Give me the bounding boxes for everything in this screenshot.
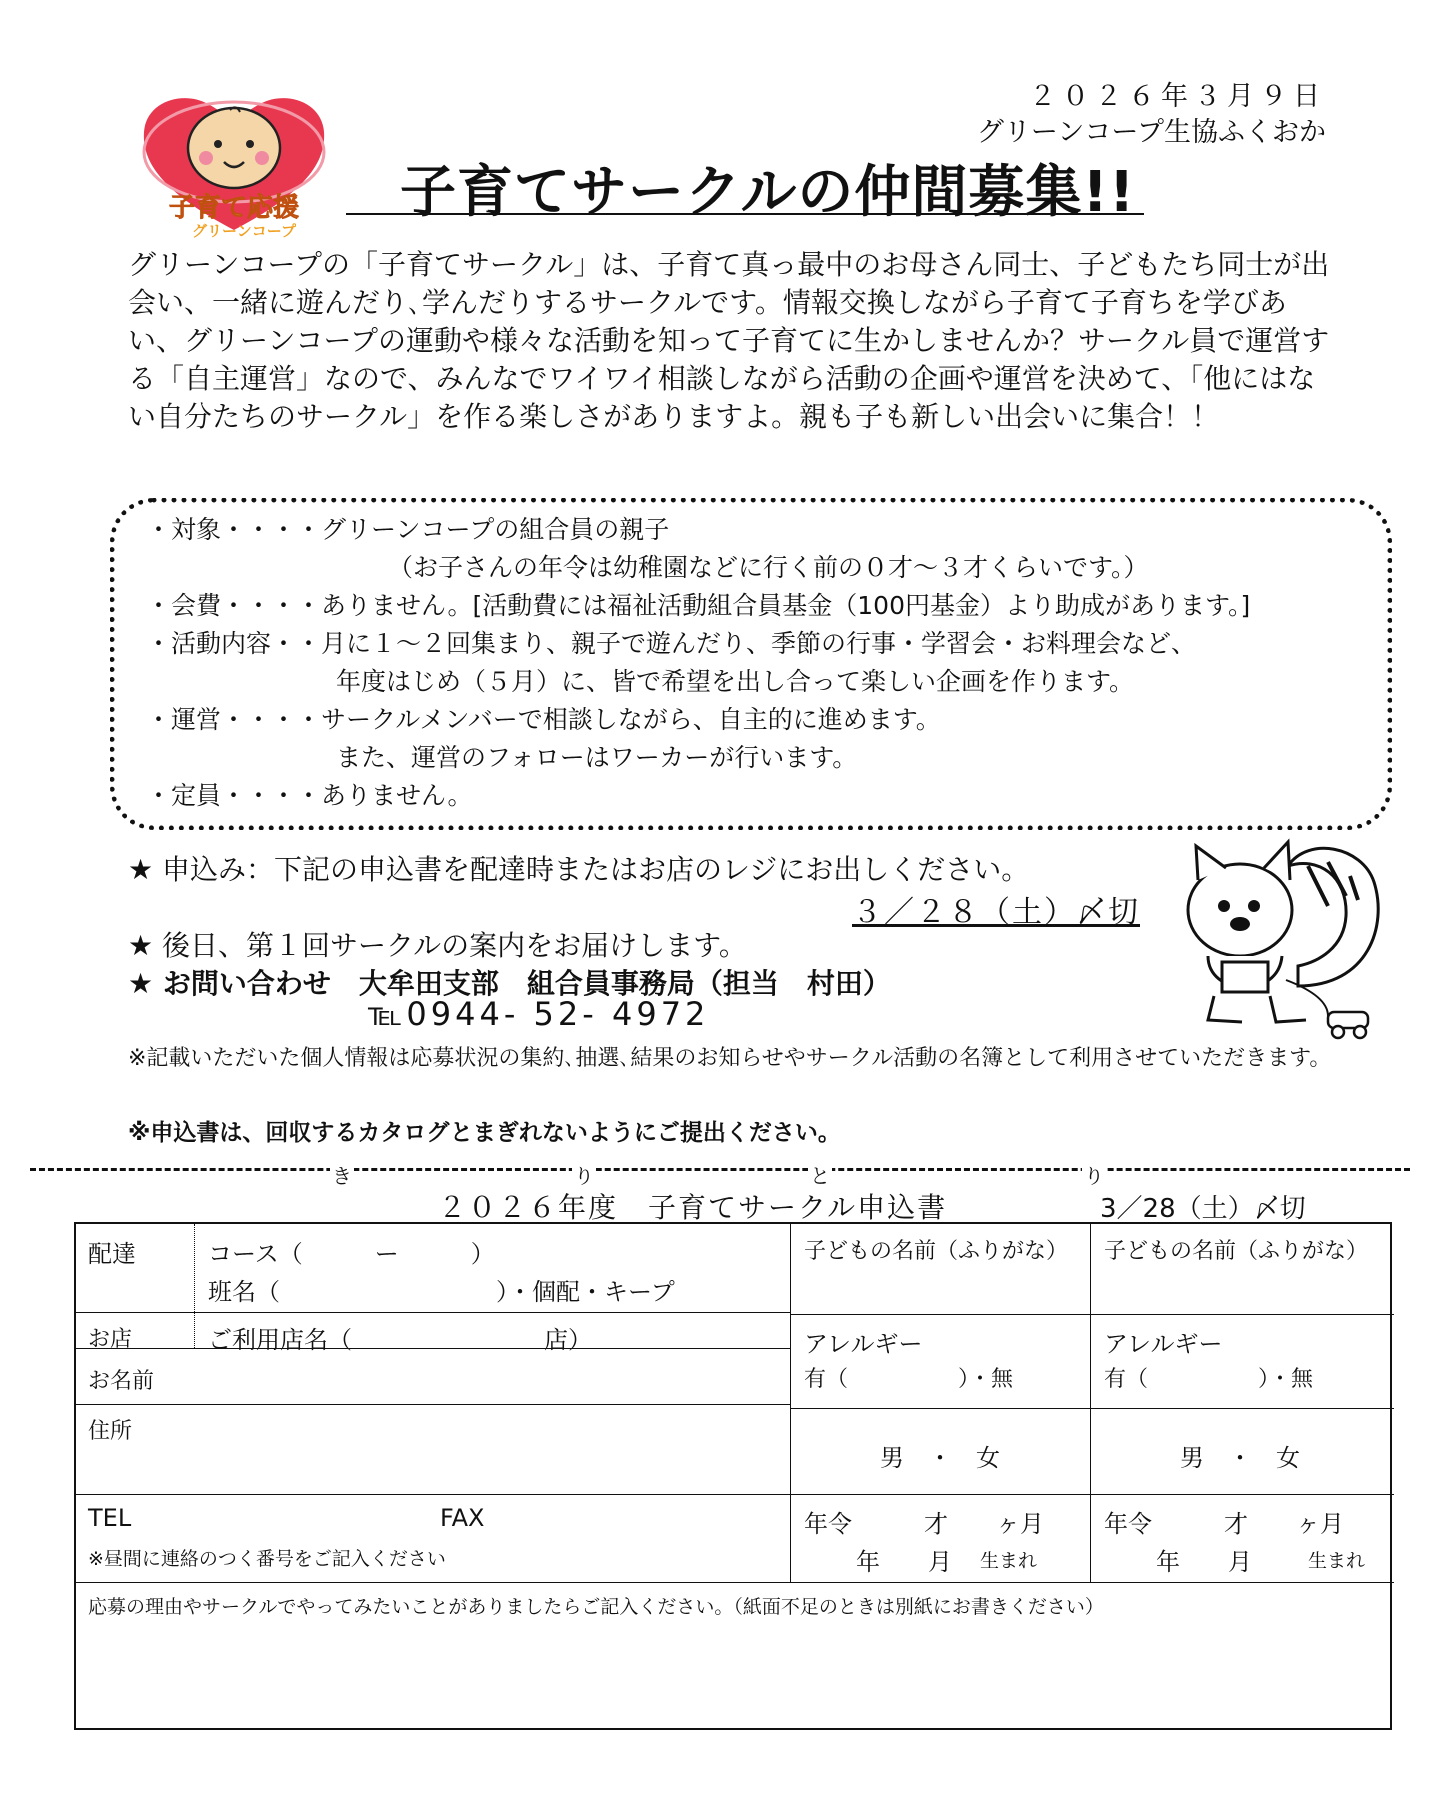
child1-sex-choice[interactable]: 男 ・ 女 [880, 1444, 1000, 1472]
intro-paragraph: グリーンコープの「子育てサークル」は、子育て真っ最中のお母さん同士、子どもたち同士が出会い、一緒に遊んだり､学んだりするサークルです。情報交換しながら子育て子育ちを学びあい、グリーンコープの運動や様々な活動を知って子育てに生かしませんか？サークル員で運営する「自主運営」なので、みんなでワイワイ相談しながら活動の企画や運営を決めて、「他にはない自分たちのサークル」を作る楽しさがありますよ。親も子も新しい出会いに集合！！ [128, 248, 1330, 433]
child2-allergy-choice[interactable]: 有（ ）・無 [1104, 1367, 1314, 1392]
issue-date: ２０２６年３月９日 [1029, 81, 1326, 112]
childcare-support-logo [122, 82, 346, 242]
info-activities-cont: 年度はじめ（５月）に、皆で希望を出し合って楽しい企画を作ります。 [336, 667, 1135, 696]
form-title: ２０２６年度 子育てサークル申込書 [438, 1191, 948, 1224]
group-name-field[interactable]: 班名（ ）・個配・キープ [208, 1278, 675, 1306]
child2-name-field[interactable]: 子どもの名前（ふりがな） [1104, 1239, 1369, 1264]
store-name-field[interactable]: ご利用店名（ 店） [208, 1326, 592, 1354]
info-management-cont: また、運営のフォローはワーカーが行います。 [336, 743, 858, 772]
child1-born-suffix: 生まれ [980, 1550, 1038, 1572]
store-label: お店 [88, 1327, 133, 1352]
name-field[interactable]: お名前 [88, 1369, 155, 1394]
cut-char-ki: き [330, 1160, 354, 1189]
page-title: 子育てサークルの仲間募集!! [400, 160, 1136, 225]
info-fee: ・会費・・・・ありません。[活動費には福祉活動組合員基金（100円基金）より助成があります。] [146, 591, 1251, 620]
child1-allergy-label: アレルギー [804, 1330, 923, 1358]
info-target: ・対象・・・・グリーンコープの組合員の親子 [146, 515, 670, 544]
privacy-notice: ※記載いただいた個人情報は応募状況の集約､抽選､結果のお知らせやサークル活動の名簿として利用させていただきます。 [128, 1046, 1332, 1071]
contact-phone: ℡0944- 52- 4972 [368, 995, 710, 1033]
form-deadline: 3／28（土）〆切 [1100, 1194, 1306, 1224]
fax-field[interactable]: FAX [440, 1504, 485, 1532]
catalog-notice: ※申込書は、回収するカタログとまぎれないようにご提出ください。 [128, 1120, 841, 1146]
info-activities: ・活動内容・・月に１～２回集まり、親子で遊んだり、季節の行事・学習会・お料理会など、 [146, 629, 1197, 658]
organization-name: グリーンコープ生協ふくおか [976, 117, 1326, 148]
cut-line [30, 1168, 1410, 1171]
child1-name-field[interactable]: 子どもの名前（ふりがな） [804, 1239, 1069, 1264]
logo-text-main: 子育て応援 [168, 193, 300, 223]
info-capacity: ・定員・・・・ありません。 [146, 781, 473, 810]
child1-birth-date[interactable]: 年 月 [856, 1548, 952, 1576]
apply-instruction: ★ 申込み：下記の申込書を配達時またはお店のレジにお出しください。 [128, 853, 1030, 886]
child2-born-suffix: 生まれ [1308, 1550, 1366, 1572]
title-underline [346, 213, 1144, 215]
tel-note: ※昼間に連絡のつく番号をご記入ください [88, 1548, 446, 1570]
course-field[interactable]: コース（ ー ） [208, 1240, 495, 1268]
tel-field[interactable]: TEL [88, 1504, 132, 1532]
cut-char-to: と [808, 1160, 832, 1189]
contact-info: ★ お問い合わせ 大牟田支部 組合員事務局（担当 村田） [128, 967, 891, 1000]
application-form [74, 1222, 1392, 1730]
delivery-label: 配達 [88, 1240, 136, 1268]
address-field[interactable]: 住所 [88, 1419, 133, 1444]
squirrel-mascot-illustration [1178, 836, 1390, 1040]
child1-age-field[interactable]: 年令 才 ヶ月 [804, 1510, 1044, 1538]
child2-sex-choice[interactable]: 男 ・ 女 [1180, 1444, 1300, 1472]
logo-text-sub: グリーンコープ [192, 222, 296, 240]
cut-char-ri: り [572, 1160, 596, 1189]
follow-up-note: ★ 後日、第１回サークルの案内をお届けします。 [128, 929, 747, 962]
cut-char-ri2: り [1082, 1160, 1106, 1189]
info-target-note: （お子さんの年令は幼稚園などに行く前の０才～３才くらいです。） [388, 553, 1149, 582]
reason-field[interactable]: 応募の理由やサークルでやってみたいことがありましたらご記入ください。（紙面不足のときは別紙にお書きください） [88, 1596, 1104, 1618]
child1-allergy-choice[interactable]: 有（ ）・無 [804, 1367, 1014, 1392]
child2-age-field[interactable]: 年令 才 ヶ月 [1104, 1510, 1344, 1538]
info-management: ・運営・・・・サークルメンバーで相談しながら、自主的に進めます。 [146, 705, 941, 734]
apply-deadline: ３／２８（土）〆切 [852, 895, 1140, 930]
child2-allergy-label: アレルギー [1104, 1330, 1223, 1358]
child2-birth-date[interactable]: 年 月 [1156, 1548, 1252, 1576]
